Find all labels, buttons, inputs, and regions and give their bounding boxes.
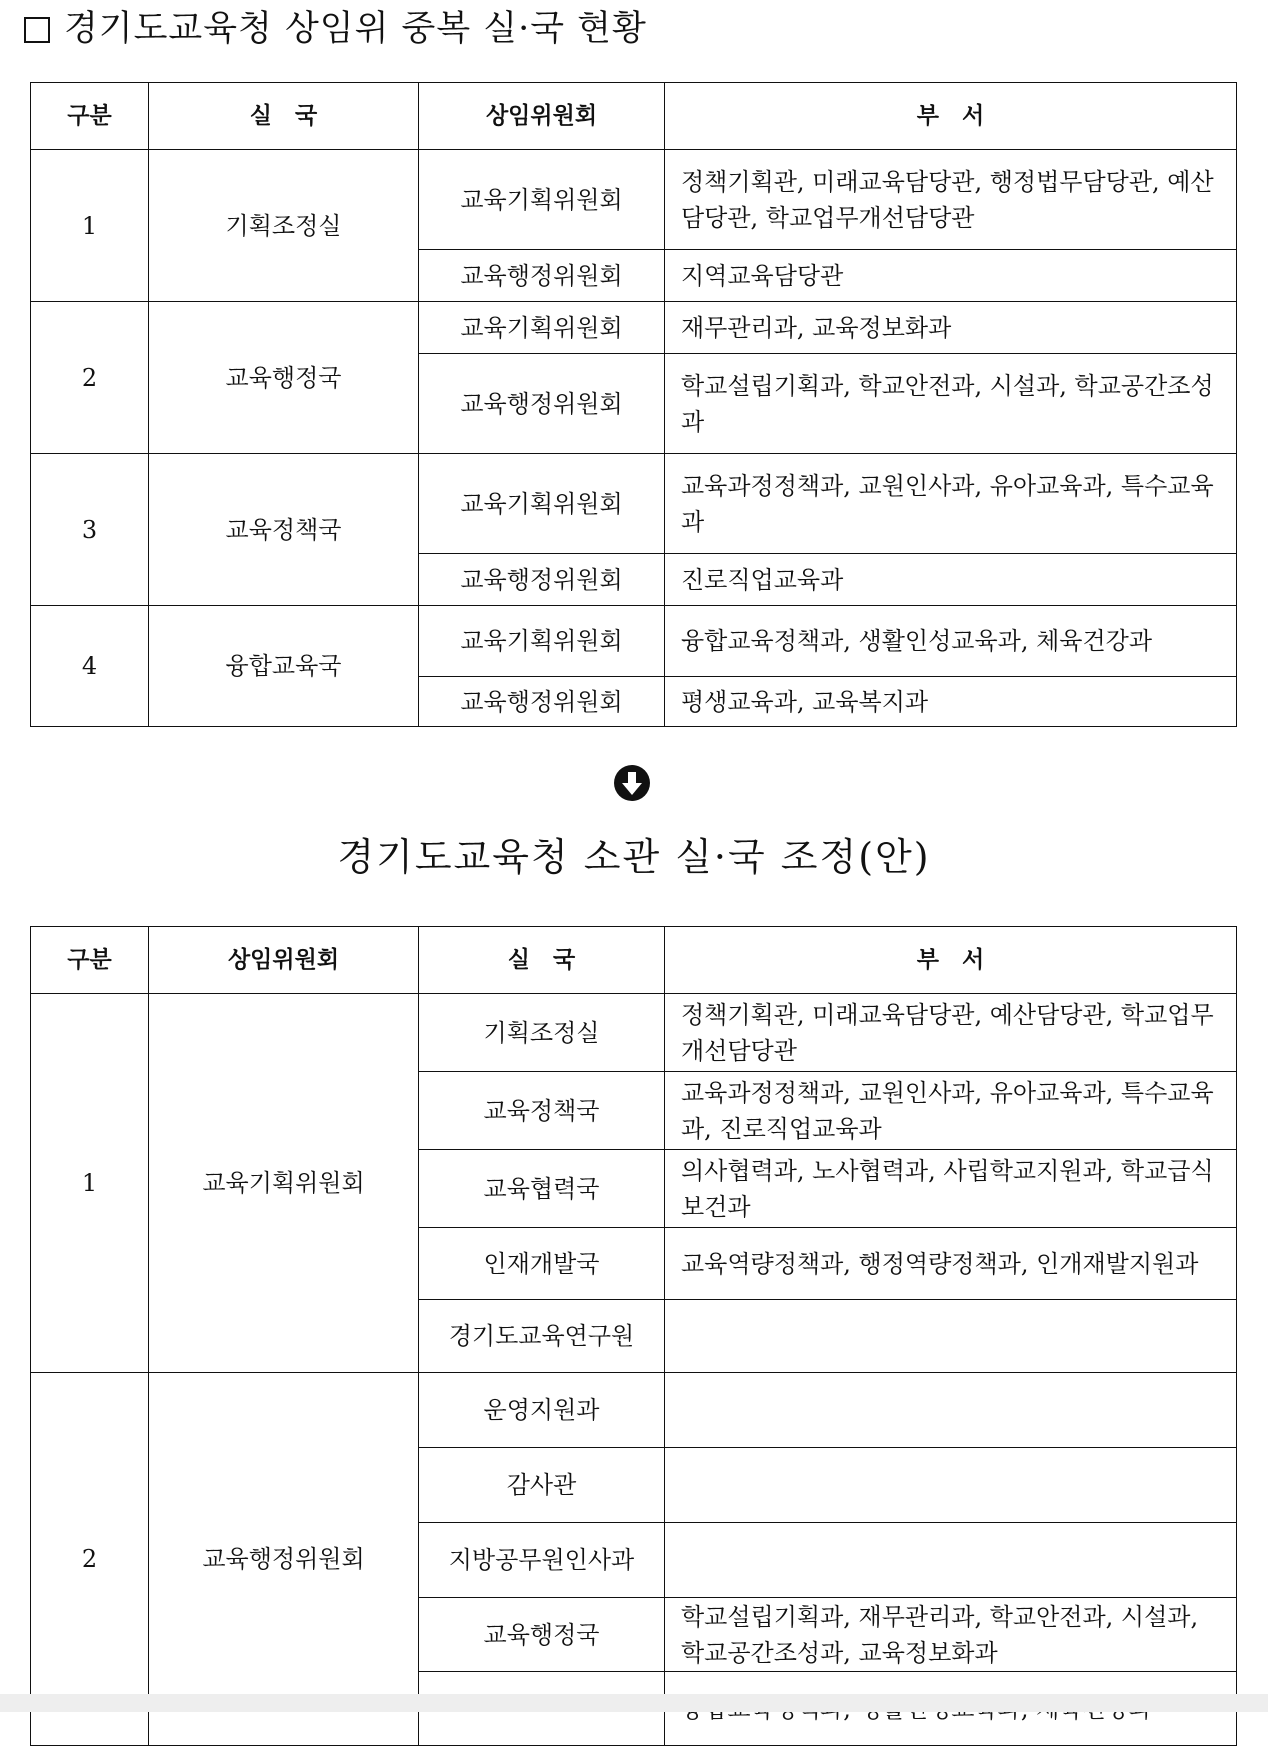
department-list: 의사협력과, 노사협력과, 사립학교지원과, 학교급식보건과 [665,1150,1237,1228]
committee-name: 교육행정위원회 [419,677,665,727]
committee-name: 교육행정위원회 [149,1373,419,1746]
header-office: 실 국 [419,927,665,994]
department-list [665,1300,1237,1373]
section-title: 경기도교육청 소관 실·국 조정(안) [337,835,931,879]
office-name: 경기도교육연구원 [419,1300,665,1373]
row-number: 3 [31,454,149,606]
department-list: 교육과정정책과, 교원인사과, 유아교육과, 특수교육과 [665,454,1237,554]
row-number: 1 [31,150,149,302]
office-name: 교육정책국 [149,454,419,606]
adjustment-plan-table [30,926,1237,1746]
viewport-bottom-edge [0,1694,1268,1712]
office-name: 교육정책국 [419,1072,665,1150]
office-name: 감사관 [419,1448,665,1523]
department-list: 지역교육담당관 [665,250,1237,302]
department-list: 융합교육정책과, 생활인성교육과, 체육건강과 [665,606,1237,677]
header-departments: 부 서 [665,83,1237,150]
department-list: 평생교육과, 교육복지과 [665,677,1237,727]
header-number: 구분 [31,83,149,150]
office-name: 융합교육국 [149,606,419,727]
checkbox-square-icon [24,17,50,43]
department-list: 진로직업교육과 [665,554,1237,606]
header-committee: 상임위원회 [149,927,419,994]
department-list: 학교설립기획과, 재무관리과, 학교안전과, 시설과, 학교공간조성과, 교육정보화과 [665,1598,1237,1672]
committee-name: 교육기획위원회 [149,994,419,1373]
department-list: 정책기획관, 미래교육담당관, 행정법무담당관, 예산담당관, 학교업무개선담당관 [665,150,1237,250]
arrow-down-icon [613,764,651,802]
committee-name: 교육기획위원회 [419,302,665,354]
page-title-text: 경기도교육청 상임위 중복 실·국 현황 [64,9,647,49]
department-list: 교육과정정책과, 교원인사과, 유아교육과, 특수교육과, 진로직업교육과 [665,1072,1237,1150]
row-number: 2 [31,1373,149,1746]
header-office: 실 국 [149,83,419,150]
department-list [665,1373,1237,1448]
office-name: 교육협력국 [419,1150,665,1228]
department-list: 학교설립기획과, 학교안전과, 시설과, 학교공간조성과 [665,354,1237,454]
department-list [665,1523,1237,1598]
office-name: 교육행정국 [149,302,419,454]
committee-name: 교육행정위원회 [419,354,665,454]
office-name: 기획조정실 [149,150,419,302]
header-departments: 부 서 [665,927,1237,994]
committee-name: 교육기획위원회 [419,454,665,554]
department-list [665,1448,1237,1523]
row-number: 2 [31,302,149,454]
office-name: 운영지원과 [419,1373,665,1448]
committee-name: 교육기획위원회 [419,606,665,677]
office-name: 인재개발국 [419,1228,665,1300]
department-list: 교육역량정책과, 행정역량정책과, 인개재발지원과 [665,1228,1237,1300]
department-list: 정책기획관, 미래교육담당관, 예산담당관, 학교업무개선담당관 [665,994,1237,1072]
overlap-status-table [30,82,1237,727]
committee-name: 교육행정위원회 [419,554,665,606]
committee-name: 교육기획위원회 [419,150,665,250]
department-list: 재무관리과, 교육정보화과 [665,302,1237,354]
office-name: 교육행정국 [419,1598,665,1672]
office-name: 지방공무원인사과 [419,1523,665,1598]
committee-name: 교육행정위원회 [419,250,665,302]
page-title [24,4,647,54]
row-number: 1 [31,994,149,1373]
header-number: 구분 [31,927,149,994]
row-number: 4 [31,606,149,727]
office-name: 기획조정실 [419,994,665,1072]
header-committee: 상임위원회 [419,83,665,150]
